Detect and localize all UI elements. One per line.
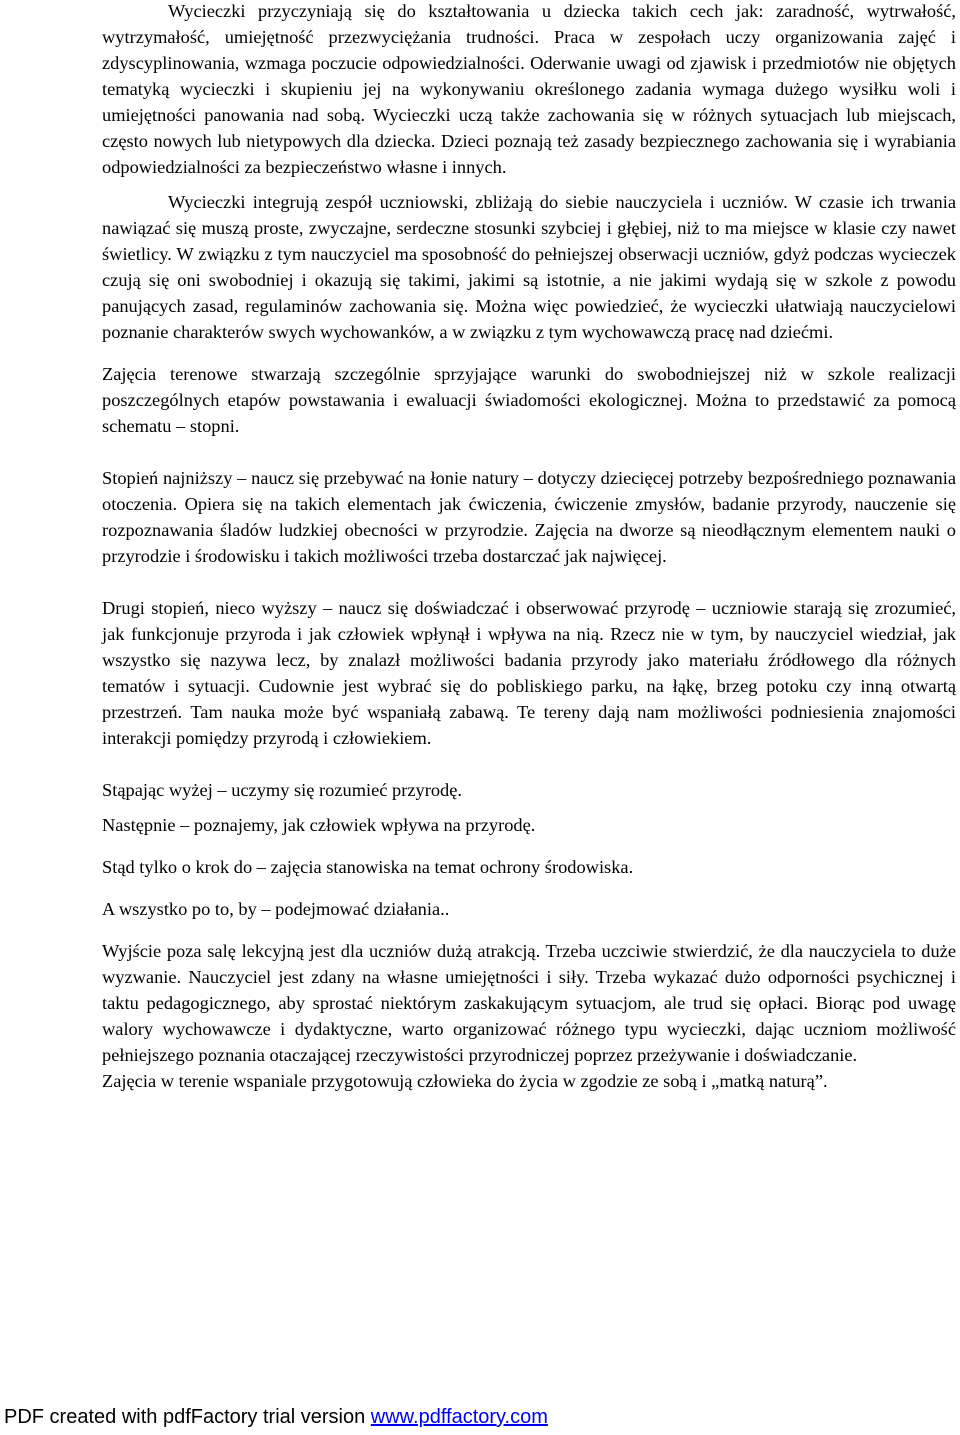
pdffactory-link[interactable]: www.pdffactory.com <box>370 1406 548 1428</box>
paragraph-leaving-classroom: Wyjście poza salę lekcyjną jest dla uczniów dużą atrakcją. Trzeba uczciwie stwierdzić, że dla nauczyciela to duże wyzwanie. Nauczyciel jest zdany na własne umiejętności i siły. Trzeba wykazać dużo odporności psychicznej i taktu pedagogicznego, aby sprostać niektórym zaskakującym sytuacjom, ale trud się opłaci. Biorąc pod uwagę walory wychowawcze i dydaktyczne, warto organizować różnego typu wycieczki, dając uczniom możliwość pełniejszego poznania otaczającej rzeczywistości przyrodniczej poprzez przeżywanie i doświadczanie. <box>102 941 956 1065</box>
paragraph-step-stance: Stąd tylko o krok do – zajęcia stanowiska na temat ochrony środowiska. <box>102 857 634 877</box>
footer-text: PDF created with pdfFactory trial version <box>4 1406 371 1428</box>
paragraph-lowest-stage: Stopień najniższy – naucz się przebywać na łonie natury – dotyczy dziecięcej potrzeby bezpośredniego poznawania otoczenia. Opiera się na takich elementach jak ćwiczenia, ćwiczenie zmysłów, badanie przyrody, nauczenie się rozpoznawania śladów ludzkiej obecności w przyrodzie. Zajęcia na dworze są nieodłącznym elementem nauki o przyrodzie i środowisku i takich możliwości trzeba dostarczać jak najwięcej. <box>102 468 956 566</box>
paragraph-step-understand: Stąpając wyżej – uczymy się rozumieć przyrodę. <box>102 780 463 800</box>
document-page <box>102 0 956 1094</box>
paragraph-field-classes: Zajęcia terenowe stwarzają szczególnie sprzyjające warunki do swobodniejszej niż w szkole realizacji poszczególnych etapów powstawania i ewaluacji świadomości ekologicznej. Można to przedstawić za pomocą schematu – stopni. <box>102 364 956 436</box>
paragraph-closing: Zajęcia w terenie wspaniale przygotowują człowieka do życia w zgodzie ze sobą i „matką naturą”. <box>102 1071 828 1091</box>
pdffactory-footer <box>4 1405 548 1429</box>
paragraph-second-stage: Drugi stopień, nieco wyższy – naucz się doświadczać i obserwować przyrodę – uczniowie starają się zrozumieć, jak funkcjonuje przyroda i jak człowiek wpłynął i wpływa na nią. Rzecz nie w tym, by nauczyciel wiedział, jak wszystko się nazywa lecz, by znalazł możliwości badania przyrody jako materiału źródłowego dla różnych tematów i sytuacji. Cudownie jest wybrać się do pobliskiego parku, na łąkę, brzeg potoku czy inną otwartą przestrzeń. Tam nauka może być wspaniałą zabawą. Te tereny dają nam możliwości podniesienia znajomości interakcji pomiędzy przyrodą i człowiekiem. <box>102 598 956 748</box>
paragraph-trip-integration: Wycieczki integrują zespół uczniowski, zbliżają do siebie nauczyciela i uczniów. W czasie ich trwania nawiązać się muszą proste, zwyczajne, serdeczne stosunki szybciej i głębiej, niż to ma miejsce w klasie czy nawet świetlicy. W związku z tym nauczyciel ma sposobność do pełniejszej obserwacji uczniów, gdyż podczas wycieczek czują się oni swobodniej i okazują się takimi, jakimi są istotnie, a nie jakimi wydają się w szkole z powodu panujących zasad, regulaminów zachowania się. Można więc powiedzieć, że wycieczki ułatwiają nauczycielowi poznanie charakterów swych wychowanków, a w związku z tym wychowawczą pracę nad dziećmi. <box>102 192 956 342</box>
paragraph-step-impact: Następnie – poznajemy, jak człowiek wpływa na przyrodę. <box>102 815 536 835</box>
paragraph-step-action: A wszystko po to, by – podejmować działania.. <box>102 899 450 919</box>
paragraph-trip-benefits: Wycieczki przyczyniają się do kształtowania u dziecka takich cech jak: zaradność, wytrwałość, wytrzymałość, umiejętność przezwyciężania trudności. Praca w zespołach uczy organizowania zajęć i zdyscyplinowania, wzmaga poczucie odpowiedzialności. Oderwanie uwagi od zjawisk i przedmiotów nie objętych tematyką wycieczki i skupieniu jej na wykonywaniu określonego zadania wymaga dużego wysiłku woli i umiejętności panowania nad sobą. Wycieczki uczą także zachowania się w różnych sytuacjach lub miejscach, często nowych lub nietypowych dla dziecka. Dzieci poznają też zasady bezpiecznego zachowania się i wyrabiania odpowiedzialności za bezpieczeństwo własne i innych. <box>102 1 956 177</box>
